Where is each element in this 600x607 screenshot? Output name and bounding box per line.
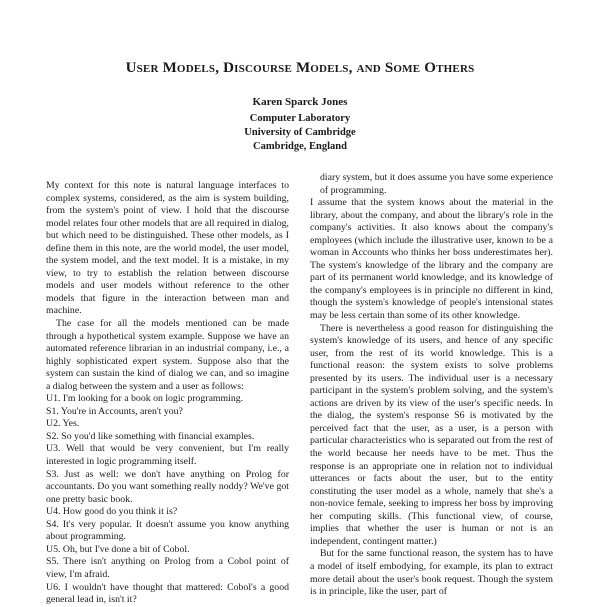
author-name: Karen Sparck Jones [252, 96, 348, 108]
dialog-turn: U1. I'm looking for a book on logic programming. [46, 393, 244, 405]
dialog-turn: S4. It's very popular. It doesn't assume you know anything about programming. [46, 518, 289, 543]
dialog-turn: S1. You're in Accounts, aren't you? [46, 405, 183, 417]
intro-paragraph: My context for this note is natural language interfaces to complex systems, considered, as the aim is system building, from the system's point of view. I hold that the discourse model relates four other models that are all required in dialog, but which need to be distinguished. These other models, as I define them in this note, are the world model, the user model, the system model, and the text model. It is a mistake, in my view, to try to establish the relation between discourse models and user models without reference to the other models that figure in the interaction between man and machine. [46, 180, 289, 317]
affiliation-line: Computer Laboratory [249, 113, 351, 124]
dialog-turn: S3. Just as well: we don't have anything on Prolog for accountants. Do you want something really noddy? We've got one pretty basic book. [46, 468, 289, 505]
body-paragraph: But for the same functional reason, the system has to have a model of itself embodying, for example, its plan to extract more detail about the user's book request. Though the system is in principle, like the user, part of [310, 548, 553, 598]
dialog-turn: U4. How good do you think it is? [46, 506, 178, 518]
affiliation-line: Cambridge, England [253, 141, 347, 152]
dialog-turn: U5. Oh, but I've done a bit of Cobol. [46, 543, 190, 555]
dialog-turn: S5. There isn't anything on Prolog from a Cobol point of view, I'm afraid. [46, 556, 289, 580]
dialog-turn: U6. I wouldn't have thought that mattered: Cobol's a good general lead in, isn't it? [46, 581, 289, 606]
paper-title: User Models, Discourse Models, and Some Others [125, 60, 475, 76]
left-column [46, 180, 289, 607]
dialog-continuation: diary system, but it does assume you have some experience of programming. [320, 172, 553, 196]
body-paragraph: I assume that the system knows about the material in the library, about the company, and about the library's role in the company's activities. It also knows about the company's employees (which include the illustrative user, known to be a woman in Accounts who thinks her boss underestimates her). The system's knowledge of the library and the company are part of its permanent world knowledge, and its knowledge of the company's employees is in principle no different in kind, though the system's knowledge of people's intensional states may be less certain than some of its other knowledge. [310, 197, 553, 322]
body-paragraph: There is nevertheless a good reason for distinguishing the system's knowledge of its users, and hence of any specific user, from the rest of its world knowledge. This is a functional reason: the system exists to solve problems presented by its users. The individual user is a necessary participant in the system's problem solving, and the system's actions are driven by its view of the user's specific needs. In the dialog, the system's response S6 is motivated by the perceived fact that the user, as a user, is a person with particular characteristics who is separated out from the rest of the world because her needs have to be met. Thus the response is an appropriate one in relation not to individual utterances or facts about the user, but to the entity constituting the user model as a whole, namely that she's a non-novice female, seeking to impress her boss by improving her computing skills. (This functional view, of course, implies that whether the user is human or not is an independent, contingent matter.) [310, 322, 553, 547]
dialog-turn: U3. Well that would be very convenient, but I'm really interested in logic programming itself. [46, 443, 289, 468]
affiliation [0, 112, 600, 154]
example-paragraph: The case for all the models mentioned can be made through a hypothetical system example. Suppose we have an automated reference librarian in an industrial company, i.e., a highly sophisticated expert system. Suppose also that the system can sustain the kind of dialog we can, and so imagine a dialog between the system and a user as follows: [46, 318, 289, 392]
right-column [310, 172, 553, 599]
dialog-turn: S2. So you'd like something with financial examples. [46, 430, 255, 442]
dialog-turn: U2. Yes. [46, 418, 80, 430]
affiliation-line: University of Cambridge [244, 127, 356, 138]
